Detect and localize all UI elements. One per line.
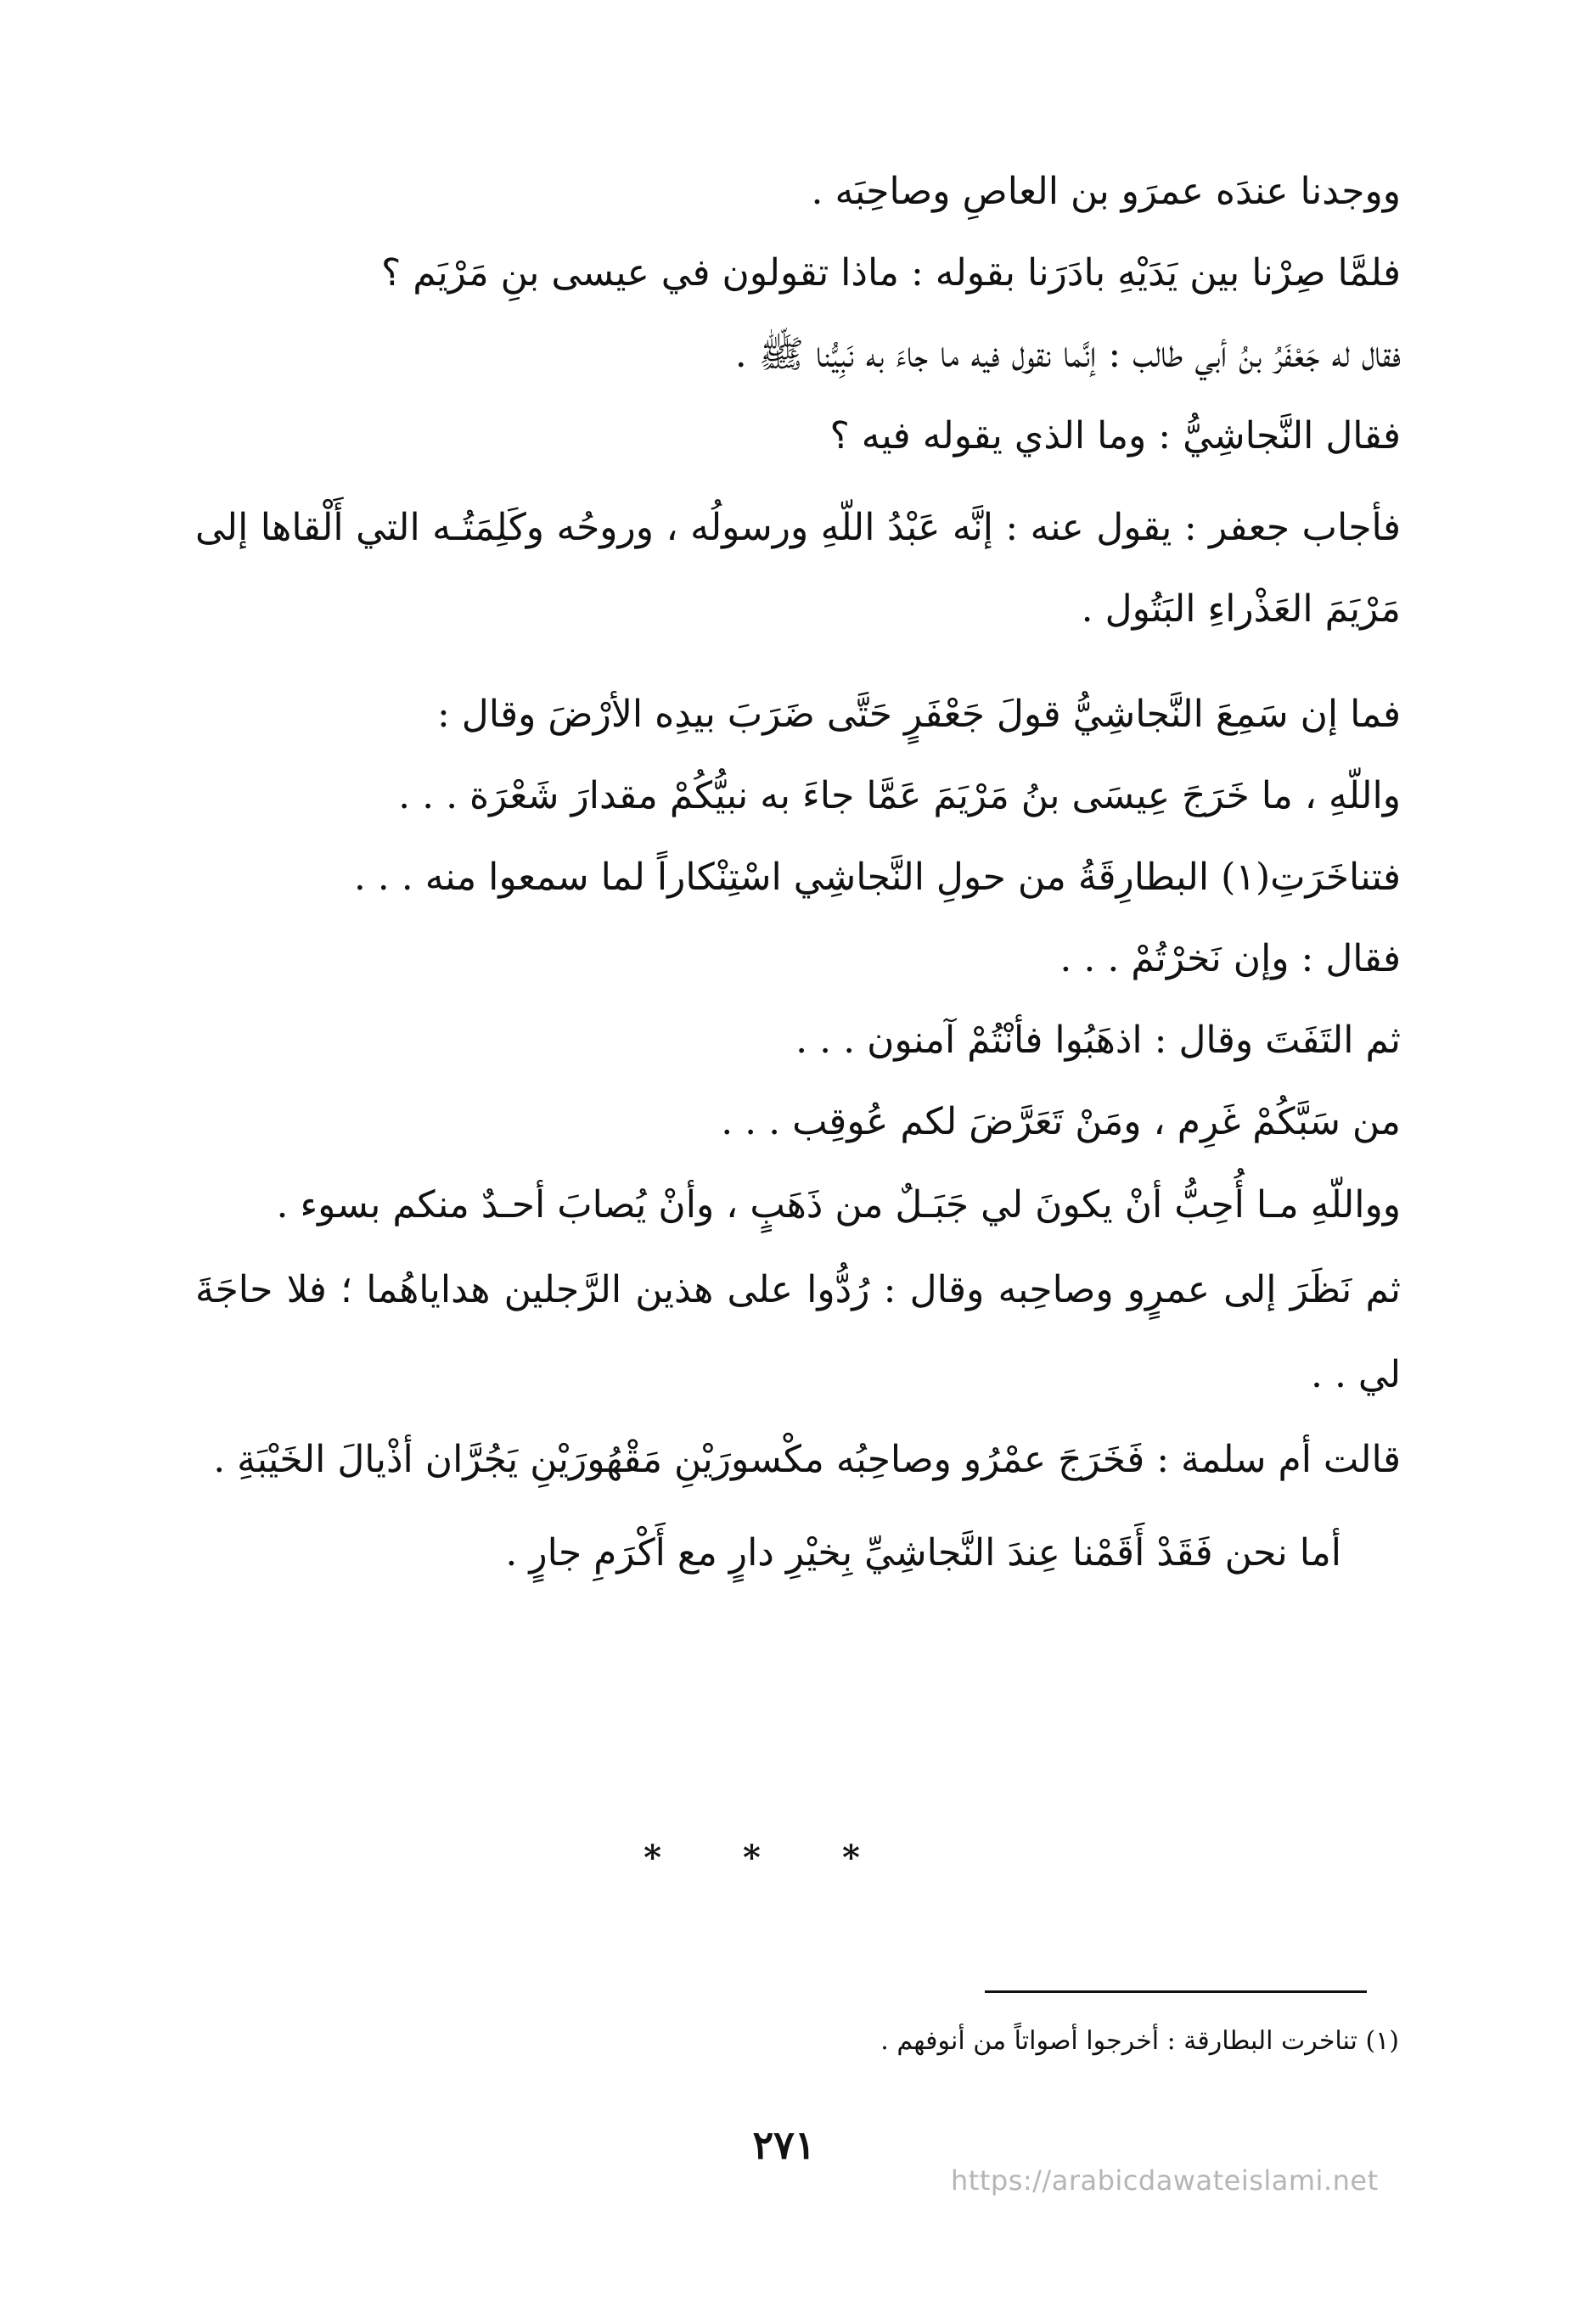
paragraph-10: ثم التَفَتَ وقال : اذهَبُوا فأنْتُمْ آمنون . . . (795, 1019, 1401, 1062)
separator-star: * (841, 1838, 865, 1878)
paragraph-7: واللّهِ ، ما خَرَجَ عِيسَى بنُ مَرْيَمَ عَمَّا جاءَ به نبيُّكُمْ مقدارَ شَعْرَة . . . (398, 774, 1401, 817)
page-number-text: ٢٧١ (752, 2122, 816, 2168)
paragraph-15: أما نحن فَقَدْ أَقَمْنا عِندَ النَّجاشِيِّ بِخيْرِ دارٍ مع أَكْرَمِ جارٍ . (505, 1531, 1341, 1575)
paragraph-14: قالت أم سلمة : فَخَرَجَ عمْرُو وصاحِبُه مكْسورَيْنِ مَقْهُورَيْنِ يَجُرَّان أذْيالَ الخَيْبَةِ . (213, 1438, 1401, 1481)
paragraph-9: فقال : وإن نَخرْتُمْ . . . (1059, 937, 1401, 980)
paragraph-8: فتناخَرَتِ(١) البطارِقَةُ من حولِ النَّجاشِي اسْتِنْكاراً لما سمعوا منه . . . (353, 856, 1401, 899)
separator-star: * (743, 1838, 766, 1878)
paragraph-1: ووجدنا عندَه عمرَو بن العاصِ وصاحِبَه . (811, 170, 1401, 213)
paragraph-11: من سَبَّكُمْ غَرِم ، ومَنْ تَعَرَّضَ لكم عُوقِب . . . (721, 1100, 1401, 1143)
paragraph-12: وواللّهِ مـا أُحِبُّ أنْ يكونَ لي جَبَـلٌ من ذَهَبٍ ، وأنْ يُصابَ أحـدٌ منكم بسوء . (276, 1183, 1401, 1227)
paragraph-4: فقال النَّجاشِيُّ : وما الذي يقوله فيه ؟ (829, 414, 1401, 458)
separator-star: * (644, 1838, 667, 1878)
footnote: (١) تناخرت البطارقة : أخرجوا أصواتاً من أنوفهم . (880, 2026, 1399, 2056)
paragraph-5: فأجاب جعفر : يقول عنه : إنَّه عَبْدُ اللّهِ ورسولُه ، وروحُه وكَلِمَتُـه التي أَلْقاها إلى مَرْيَمَ العَذْراءِ البَتُول . (195, 506, 1401, 631)
paragraph-3: فقال له جَعْفَرُ بنُ أبي طالب : إنَّما نقول فيه ما جاءَ به نَبِيُّنا ﷺ . (734, 333, 1401, 376)
watermark-url[interactable]: https://arabicdawateislami.net (951, 2164, 1379, 2197)
paragraph-2: فلمَّا صِرْنا بين يَدَيْهِ بادَرَنا بقوله : ماذا تقولون في عيسى بنِ مَرْيَم ؟ (380, 251, 1401, 295)
paragraph-13: ثم نَظَرَ إلى عمرٍو وصاحِبه وقال : رُدُّوا على هذين الرَّجلين هداياهُما ؛ فلا حاجَةَ لي . . (195, 1268, 1401, 1396)
main-text (195, 151, 1401, 1594)
section-separator (0, 1838, 1585, 1878)
page-number (0, 2122, 1585, 2168)
paragraph-6: فما إن سَمِعَ النَّجاشِيُّ قولَ جَعْفَرٍ حَتَّى ضَرَبَ بيدِه الأرْضَ وقال : (436, 693, 1401, 736)
footnote-divider (985, 1990, 1367, 1993)
